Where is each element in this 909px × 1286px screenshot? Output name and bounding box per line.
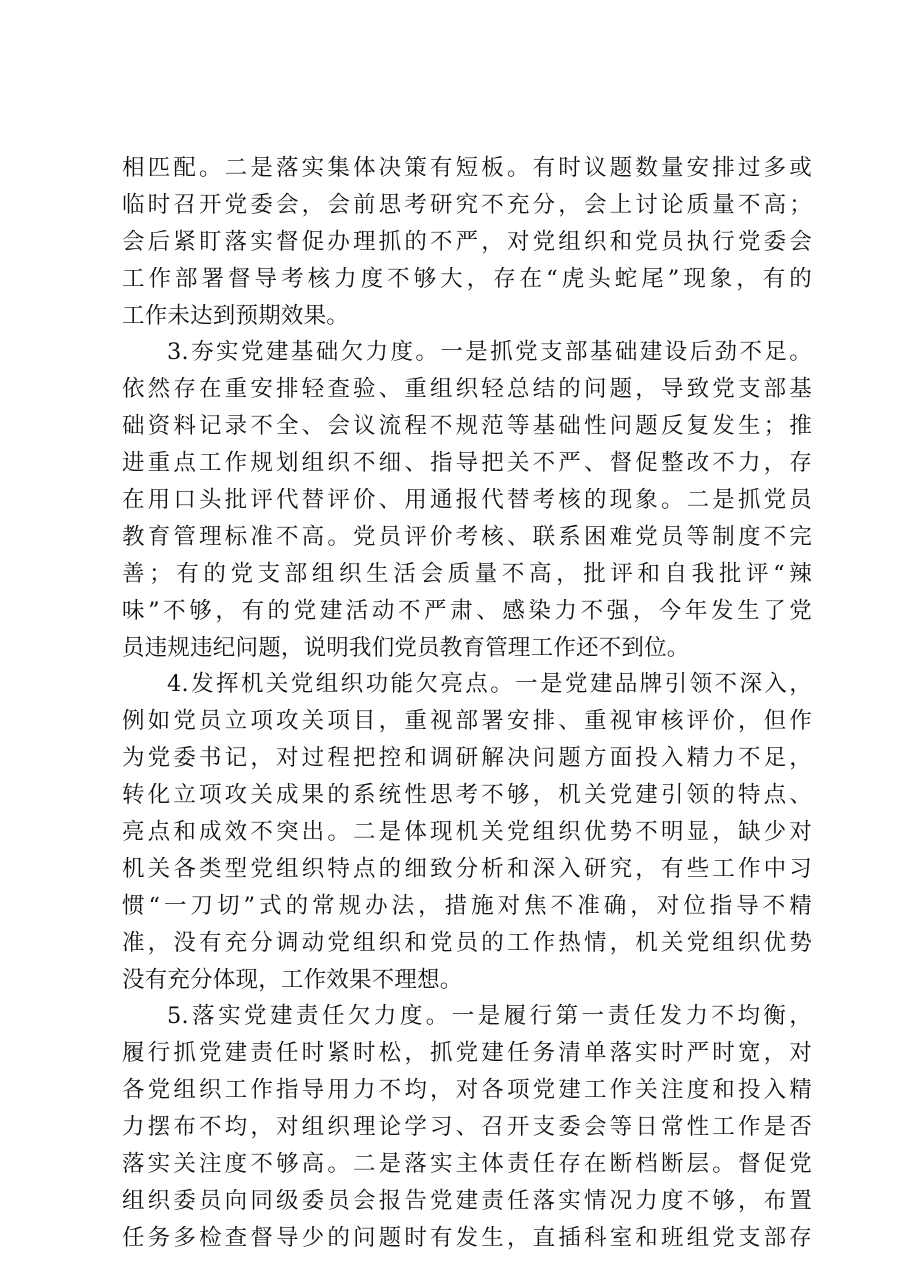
text-line: 善；有的党支部组织生活会质量不高，批评和自我批评“辣 [122, 560, 812, 587]
text-line: 为党委书记，对过程把控和调研解决问题方面投入精力不足， [122, 745, 812, 772]
text-line: 5.落实党建责任欠力度。一是履行第一责任发力不均衡， [167, 1003, 812, 1030]
text-line: 落实关注度不够高。二是落实主体责任存在断档断层。督促党 [122, 1151, 812, 1178]
text-line: 亮点和成效不突出。二是体现机关党组织优势不明显，缺少对 [122, 819, 812, 846]
text-line: 惯“一刀切”式的常规办法，措施对焦不准确，对位指导不精 [122, 892, 812, 919]
text-line: 4.发挥机关党组织功能欠亮点。一是党建品牌引领不深入， [167, 671, 812, 698]
text-line: 依然存在重安排轻查验、重组织轻总结的问题，导致党支部基 [122, 376, 812, 403]
paragraph-continuation [122, 150, 812, 334]
text-line: 味”不够，有的党建活动不严肃、感染力不强，今年发生了党 [122, 597, 812, 624]
text-line: 各党组织工作指导用力不均，对各项党建工作关注度和投入精 [122, 1077, 812, 1104]
text-line: 会后紧盯落实督促办理抓的不严，对党组织和党员执行党委会 [122, 228, 812, 255]
paragraph-item-5 [122, 998, 812, 1256]
text-line: 没有充分体现，工作效果不理想。 [122, 966, 463, 993]
text-line: 例如党员立项攻关项目，重视部署安排、重视审核评价，但作 [122, 708, 812, 735]
text-line: 进重点工作规划组织不细、指导把关不严、督促整改不力，存 [122, 450, 812, 477]
document-page [122, 150, 812, 1257]
text-line: 相匹配。二是落实集体决策有短板。有时议题数量安排过多或 [122, 155, 812, 181]
paragraph-item-4 [122, 666, 812, 998]
text-line: 工作未达到预期效果。 [122, 302, 350, 329]
text-line: 在用口头批评代替评价、用通报代替考核的现象。二是抓党员 [122, 487, 812, 514]
text-line: 机关各类型党组织特点的细致分析和深入研究，有些工作中习 [122, 855, 812, 882]
text-line: 教育管理标准不高。党员评价考核、联系困难党员等制度不完 [122, 523, 812, 550]
text-line: 任务多检查督导少的问题时有发生，直插科室和班组党支部存 [122, 1224, 812, 1251]
text-line: 础资料记录不全、会议流程不规范等基础性问题反复发生；推 [122, 413, 812, 440]
text-line: 组织委员向同级委员会报告党建责任落实情况力度不够，布置 [122, 1187, 812, 1214]
text-line: 员违规违纪问题，说明我们党员教育管理工作还不到位。 [122, 634, 690, 661]
text-line: 临时召开党委会，会前思考研究不充分，会上讨论质量不高； [122, 191, 812, 218]
paragraph-item-3 [122, 334, 812, 666]
text-line: 力摆布不均，对组织理论学习、召开支委会等日常性工作是否 [122, 1114, 812, 1141]
text-line: 3.夯实党建基础欠力度。一是抓党支部基础建设后劲不足。 [167, 339, 812, 366]
text-line: 履行抓党建责任时紧时松，抓党建任务清单落实时严时宽，对 [122, 1040, 812, 1067]
text-line: 准，没有充分调动党组织和党员的工作热情，机关党组织优势 [122, 929, 812, 956]
text-line: 工作部署督导考核力度不够大，存在“虎头蛇尾”现象，有的 [122, 265, 812, 292]
text-line: 转化立项攻关成果的系统性思考不够，机关党建引领的特点、 [122, 782, 812, 809]
